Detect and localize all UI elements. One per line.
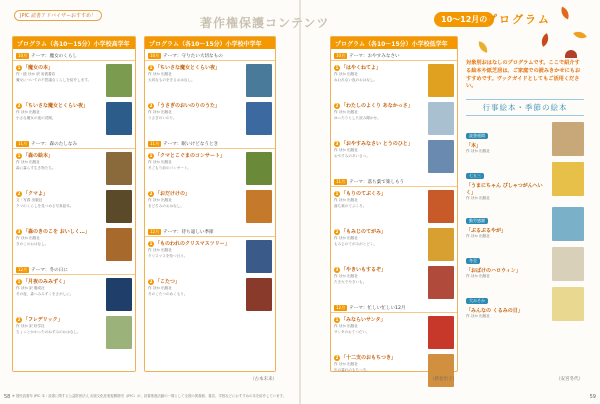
book-number: 2 (17, 191, 21, 196)
theme-block (331, 178, 457, 301)
month-badge: 11月 (18, 141, 28, 146)
program-column-upper-grade (12, 36, 136, 372)
book-desc: 年の暮れのもちつき。 (334, 367, 370, 372)
book-number: 2 (17, 103, 21, 108)
book-number: 2 (149, 103, 153, 108)
leaf-icon (477, 41, 489, 53)
book-title: 1 「ちいさな魔女とくらい夜」 (149, 65, 221, 71)
theme-row (145, 228, 275, 237)
book-desc: クマのくらしを見つめる写真絵本。 (16, 203, 74, 208)
book-entry (13, 225, 135, 263)
book-meta: 作 ほか 出版社 (466, 234, 490, 239)
leaf-icon (559, 7, 572, 20)
page-number-left: 58 (4, 394, 11, 400)
book-meta: 作 ほか 出版社 (148, 160, 172, 164)
signoff-left: （古本未来） (250, 377, 277, 382)
sidebar-book (466, 122, 584, 156)
book-entry (13, 61, 135, 99)
program-column-lower-grade (330, 36, 458, 372)
theme-row (145, 52, 275, 61)
book-meta: 作 ほか 出版社 (148, 110, 172, 114)
book-desc: 森に暮らす生き物たち。 (16, 165, 56, 170)
mushroom-icon (565, 50, 577, 58)
book-cover (106, 102, 132, 135)
book-entry (331, 313, 457, 351)
book-cover (106, 152, 132, 185)
theme-block (13, 140, 135, 263)
book-meta: 作 ほか 出版社 (334, 362, 358, 366)
theme-label: テーマ：冬の日に (31, 268, 68, 273)
theme-label: テーマ：待ち遠しい季節 (163, 230, 214, 235)
theme-label: テーマ：魔女のくらし (31, 54, 78, 59)
book-number: 1 (149, 241, 153, 246)
sidebar-book (466, 162, 584, 201)
book-title: 2 「十二支のおもちつき」 (335, 355, 396, 361)
book-number: 2 (335, 103, 339, 108)
book-cover (428, 316, 454, 349)
book-number: 1 (17, 65, 21, 70)
book-meta: 作 ほか 出版社 (334, 274, 358, 278)
book-meta: 作 ほか 訳 好学社 (16, 324, 45, 328)
event-badge: 大みそか (466, 298, 488, 304)
book-meta: 作 ほか 出版社 (466, 314, 490, 319)
book-entry (13, 275, 135, 313)
book-meta: 作・絵 ほか 訳 岩波書店 (16, 72, 56, 76)
book-entry (145, 61, 275, 99)
theme-block (145, 228, 275, 313)
book-desc: おやすみのあいさつ。 (334, 153, 370, 158)
book-meta: 作 ほか 出版社 (148, 198, 172, 202)
book-cover (106, 228, 132, 261)
book-desc: ちょっとかわったのねずみのおはなし。 (16, 329, 81, 334)
page-number-right: 59 (589, 394, 596, 400)
event-badge: 勤労感謝 (466, 218, 488, 224)
book-entry (145, 237, 275, 275)
event-badge: 冬至 (466, 258, 480, 264)
book-desc: サンタのおてつだい。 (334, 329, 370, 334)
book-desc: 落ち葉のてぶくろ。 (334, 203, 367, 208)
book-number: 1 (335, 317, 339, 322)
book-title: 「おばけのハロウィン」 (466, 268, 521, 275)
program-badge: 10～12月の (434, 12, 494, 27)
book-title: 「うまにちゃん ぴしゃつがんへいく」 (466, 183, 543, 197)
book-meta: 作 ほか 出版社 (148, 248, 172, 252)
theme-label: テーマ：眠いけどなうとき (163, 142, 219, 147)
event-badge: 読書週間 (466, 133, 488, 139)
book-cover (106, 278, 132, 311)
book-entry (331, 263, 457, 301)
book-entry (331, 99, 457, 137)
month-badge: 12月 (150, 229, 160, 234)
theme-block (331, 52, 457, 175)
book-title: 1 「クマとこぐまのコンサート」 (149, 153, 226, 159)
book-title: 「みんなの くるみの日」 (466, 308, 523, 315)
book-cover (552, 207, 584, 241)
book-title: 2 「うさぎのおいのりのうた」 (149, 103, 221, 109)
theme-row (331, 304, 457, 313)
book-title: 1 「はやくねてよ」 (335, 65, 381, 71)
book-title: 1 「ものわれのクリスマスツリー」 (149, 241, 230, 247)
book-meta: 作 ほか 出版社 (466, 274, 490, 279)
book-cover (552, 247, 584, 281)
book-number: 3 (335, 141, 339, 146)
theme-block (145, 140, 275, 225)
book-number: 1 (335, 65, 339, 70)
page-title: 著作権保護コンテンツ (200, 16, 330, 30)
book-number: 3 (17, 229, 21, 234)
sidebar-book (466, 287, 584, 321)
program-label: プログラム (486, 13, 551, 26)
book-cover (106, 190, 132, 223)
book-meta: 作 ほか 出版社 (466, 196, 490, 201)
book-desc: うさぎのいのり。 (148, 115, 177, 120)
book-title: 1 「みならいサンタ」 (335, 317, 386, 323)
sidebar (466, 60, 584, 321)
book-desc: まどろみのおはなし。 (148, 203, 184, 208)
book-title: 2 「こたつ」 (149, 279, 181, 285)
adviser-tag: JPIC 読書アドバイザーおすすめ！ (14, 10, 102, 21)
book-cover (246, 240, 272, 273)
book-entry (145, 275, 275, 313)
book-number: 1 (17, 279, 21, 284)
book-entry (331, 137, 457, 175)
book-title: 2 「フレデリック」 (17, 317, 63, 323)
theme-label: テーマ：忙しい忙しい12月 (349, 306, 406, 311)
book-desc: 冬の夜、森へみみずくをさがしに。 (16, 291, 74, 296)
month-badge: 11月 (336, 179, 346, 184)
book-title: 「本」 (466, 143, 482, 150)
book-cover (246, 190, 272, 223)
book-meta: 作 ほか 出版社 (334, 72, 358, 76)
book-cover (428, 64, 454, 97)
book-title: 1 「月夜のみみずく」 (17, 279, 69, 285)
book-number: 2 (335, 355, 339, 360)
book-title: 1 「もりのてぶくろ」 (335, 191, 387, 197)
book-desc: 冬のこたつのぬくもり。 (148, 291, 188, 296)
leaf-icon (538, 33, 552, 47)
book-meta: 作 ほか 出版社 (466, 149, 490, 154)
book-number: 1 (17, 153, 21, 158)
book-entry (331, 351, 457, 389)
book-number: 2 (335, 229, 339, 234)
book-number: 1 (149, 65, 153, 70)
book-entry (13, 313, 135, 351)
book-meta: 作 ほか 出版社 (16, 110, 40, 114)
month-badge: 12月 (18, 267, 28, 272)
month-badge: 10月 (336, 53, 346, 58)
book-title: 3 「森のきのこを おいしく…」 (17, 229, 90, 235)
book-meta: 作 ほか 出版社 (334, 324, 358, 328)
leaf-icon (573, 28, 587, 42)
event-badge: 七五三 (466, 173, 484, 179)
book-cover (106, 316, 132, 349)
book-cover (552, 162, 584, 196)
book-desc: 冬ごもり前のコンサート。 (148, 165, 191, 170)
book-number: 2 (17, 317, 21, 322)
book-title: 1 「森の絵本」 (17, 153, 54, 159)
column-header: プログラム（各10～15分）小学校低学年 (331, 37, 457, 49)
book-meta: 作 ほか 出版社 (334, 198, 358, 202)
theme-label: テーマ：落ち葉で楽しもう (349, 180, 405, 185)
sidebar-book (466, 247, 584, 281)
theme-row (13, 52, 135, 61)
book-cover (246, 102, 272, 135)
theme-label: テーマ：森のたしなみ (31, 142, 78, 147)
book-title: 2 「おだけけの」 (149, 191, 191, 197)
month-badge: 11月 (150, 141, 160, 146)
book-meta: 作 ほか 出版社 (334, 110, 358, 114)
book-desc: クリスマスを待つ日々。 (148, 253, 188, 258)
book-cover (428, 140, 454, 173)
book-entry (145, 149, 275, 187)
book-number: 2 (149, 191, 153, 196)
book-meta: 作 ほか 訳 偕成社 (16, 286, 45, 290)
book-entry (331, 225, 457, 263)
book-title: 3 「やきいもするぞ」 (335, 267, 387, 273)
book-entry (331, 61, 457, 99)
book-cover (246, 278, 272, 311)
book-desc: ゆったりとした読み聞かせ。 (334, 115, 381, 120)
book-entry (145, 99, 275, 137)
book-desc: ねむれない夜のおはなし。 (334, 77, 378, 82)
sidebar-title: 行事絵本・季節の絵本 (466, 99, 584, 116)
book-meta: 作 ほか 出版社 (148, 286, 172, 290)
book-number: 3 (335, 267, 339, 272)
theme-block (145, 52, 275, 137)
sidebar-note: 対象別おはなしのプログラムです。ここで紹介する絵本や紙芝居は、ご家庭での読みきかせにもおすすめです。ヴックガイドとしてもご活用ください。 (466, 60, 581, 90)
book-entry (331, 187, 457, 225)
program-column-middle-grade (144, 36, 276, 372)
sidebar-book (466, 207, 584, 241)
month-badge: 12月 (336, 305, 346, 310)
book-cover (428, 266, 454, 299)
theme-row (13, 266, 135, 275)
book-number: 2 (149, 279, 153, 284)
book-cover (428, 228, 454, 261)
book-title: 2 「クマよ」 (17, 191, 49, 197)
theme-label: テーマ：おやすみなさい (349, 54, 400, 59)
book-cover (246, 152, 272, 185)
book-meta: 作 ほか 出版社 (148, 72, 172, 76)
theme-block (13, 52, 135, 137)
theme-row (331, 178, 457, 187)
book-entry (13, 149, 135, 187)
book-meta: 作 ほか 出版社 (334, 148, 358, 152)
book-cover (106, 64, 132, 97)
footnote: ※ 国民読書年 JPIC 本・読書に関する公益財団法人 出版文化産業振興財団（JPIC）が、読書推進活動の一環として全国の図書館、書店、学校などにおすすめの本を紹介しています。 (12, 393, 287, 398)
book-title: 3 「おやすみなさい とうのひと」 (335, 141, 413, 147)
book-desc: もみじのてがみがとどく。 (334, 241, 378, 246)
book-desc: 小さな魔女の夜の冒険。 (16, 115, 56, 120)
book-entry (13, 187, 135, 225)
book-number: 1 (149, 153, 153, 158)
book-title: 「ぶるぶるやが」 (466, 228, 507, 235)
page-gutter (299, 0, 301, 404)
signoff-right: （新巻治子） (430, 377, 457, 382)
book-cover (552, 122, 584, 156)
theme-row (331, 52, 457, 61)
theme-label: テーマ：守りたい大切なもの (163, 54, 223, 59)
book-meta: 作 ほか 出版社 (16, 160, 40, 164)
book-desc: きのこのおはなし。 (16, 241, 49, 246)
book-desc: 魔女についての不思議なくらしを紹介します。 (16, 77, 92, 82)
book-cover (428, 190, 454, 223)
theme-block (13, 266, 135, 351)
book-title: 2 「ちいさな魔女とくらい夜」 (17, 103, 89, 109)
book-number: 1 (335, 191, 339, 196)
signoff-sidebar: （安宮冬代） (556, 377, 583, 382)
book-title: 2 「もみじのてがみ」 (335, 229, 387, 235)
column-header: プログラム（各10～15分）小学校中学年 (145, 37, 275, 49)
book-meta: 文・写真 出版社 (16, 198, 43, 202)
month-badge: 10月 (18, 53, 28, 58)
book-cover (552, 287, 584, 321)
book-desc: たき火でやきいも。 (334, 279, 367, 284)
book-meta: 作 ほか 出版社 (334, 236, 358, 240)
book-cover (246, 64, 272, 97)
theme-row (145, 140, 275, 149)
book-desc: 大切なものを守るおはなし。 (148, 77, 195, 82)
column-header: プログラム（各10～15分）小学校高学年 (13, 37, 135, 49)
book-cover (428, 354, 454, 387)
book-title: 2 「わたしのよくり あなかっさ」 (335, 103, 413, 109)
book-meta: 作 ほか 出版社 (16, 236, 40, 240)
book-title: 1 「魔女の本」 (17, 65, 54, 71)
book-entry (145, 187, 275, 225)
theme-row (13, 140, 135, 149)
month-badge: 10月 (150, 53, 160, 58)
book-cover (428, 102, 454, 135)
book-entry (13, 99, 135, 137)
